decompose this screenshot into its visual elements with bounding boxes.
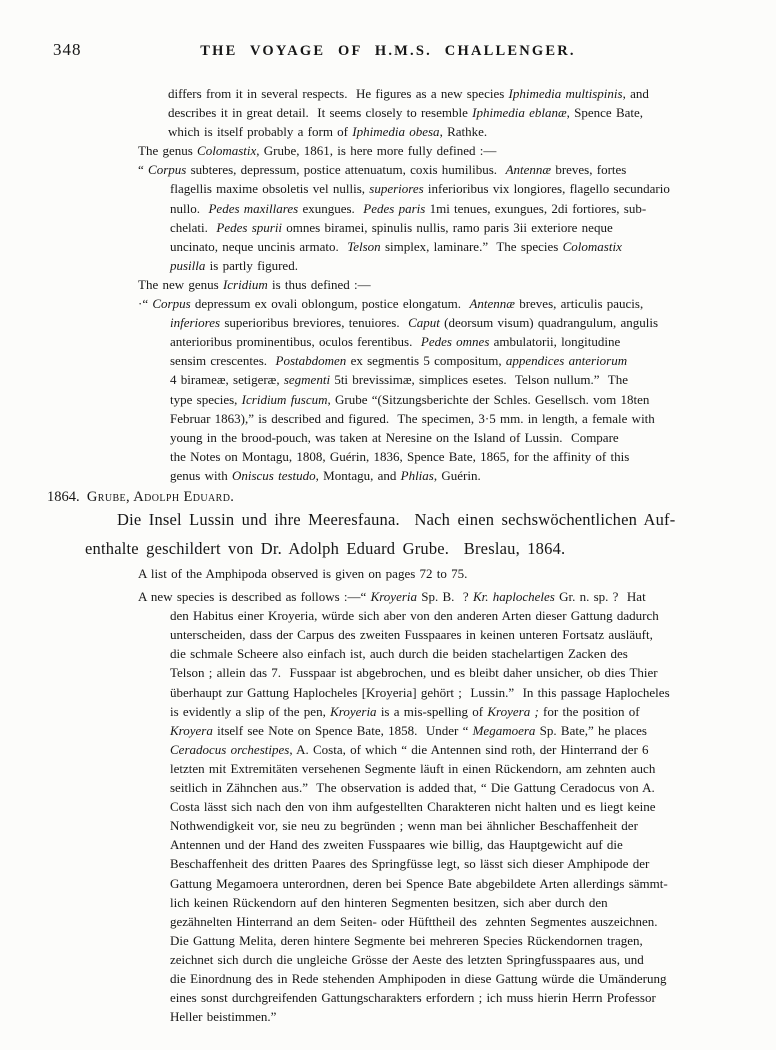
text-line [170, 370, 776, 389]
text-segment: den Habitus einer Kroyeria, würde sich aber von den anderen Arten dieser Gattung dadurch [170, 608, 659, 624]
text-segment: is evidently a slip of the pen, [170, 703, 331, 719]
text-line [170, 663, 776, 682]
text-line [138, 587, 776, 606]
page-number: 348 [53, 40, 82, 59]
text-segment: depressum ex ovali oblongum, postice elongatum. [190, 296, 470, 312]
entry-author: Grube, Adolph Eduard. [86, 489, 235, 505]
text-segment: , Grube “(Sitzungsberichte der Schles. Gesellsch. vom 18ten [327, 391, 650, 407]
text-segment: superioribus breviores, tenuiores. [220, 315, 409, 331]
text-segment: lich keinen Rückendorn auf den hinteren Segmenten besitzen, sich aber durch den [170, 894, 608, 910]
taxon-name-italic: Kr. haplocheles [472, 589, 555, 605]
text-segment: itself see Note on Spence Bate, 1858. Under “ [212, 722, 473, 738]
text-segment: genus with [170, 467, 232, 483]
text-line [170, 702, 776, 721]
text-segment: sensim crescentes. [170, 353, 276, 369]
taxon-name-italic: Oniscus testudo [231, 467, 316, 483]
text-segment: Die Insel Lussin und ihre Meeresfauna. Nach einen sechswöchentlichen Auf- [117, 510, 676, 529]
text-line [138, 564, 776, 583]
taxon-name-italic: Caput [408, 315, 440, 331]
text-line [170, 199, 776, 218]
amphipoda-list-note [0, 564, 776, 583]
text-segment: A list of the Amphipoda observed is given on pages 72 to 75. [138, 566, 468, 581]
text-segment: Beschaffenheit des dritten Paares des Springfüsse legt, so lässt sich dieser Amphipode der [170, 856, 650, 872]
book-title [0, 506, 776, 563]
text-segment: enthalte geschildert von Dr. Adolph Eduard Grube. Breslau, 1864. [85, 538, 566, 558]
text-line [168, 84, 776, 103]
taxon-name-italic: appendices anteriorum [505, 353, 628, 369]
text-segment: Februar 1863),” is described and figured. The specimen, 3·5 mm. in length, a female with [170, 410, 655, 426]
text-segment: exungues. [298, 200, 364, 216]
text-line [170, 912, 776, 931]
taxon-name-italic: Kroyeria [330, 703, 377, 719]
text-segment: flagellis maxime obsoletis vel nullis, [170, 181, 370, 197]
text-line [138, 294, 776, 313]
text-line [85, 535, 776, 564]
text-line [170, 606, 776, 625]
taxon-name-italic: Pedes maxillares [208, 200, 299, 216]
taxon-name-italic: superiores [369, 181, 424, 197]
text-segment: seitlich in Zähnchen aus.” The observation is added that, “ Die Gattung Ceradocus von A. [170, 780, 655, 796]
text-line [170, 332, 776, 351]
text-line [170, 644, 776, 663]
taxon-name-italic: pusilla [170, 257, 206, 273]
text-segment: describes it in great detail. It seems closely to resemble [168, 105, 473, 121]
text-segment: Die Gattung Melita, deren hintere Segmente bei mehreren Species Rückendornen tragen, [170, 932, 643, 948]
icridium-definition-quote [0, 294, 776, 485]
text-segment: Gattung Megamoera unterordnen, deren bei Spence Bate abgebildete Arten allerdings sämmt- [170, 875, 668, 891]
text-segment: Telson ; allein das 7. Fusspaar ist abgebrochen, und es bleibt daher unsicher, ob dies Thier [170, 665, 658, 681]
text-segment: , and [622, 86, 649, 101]
text-line [170, 816, 776, 835]
genus-colomastix-lead-line [0, 141, 776, 160]
text-line [170, 390, 776, 409]
text-line [170, 351, 776, 370]
text-line [170, 778, 776, 797]
taxon-name-italic: Kroyera [170, 722, 213, 738]
text-segment: The genus [138, 143, 198, 159]
text-segment: ambulatorii, longitudine [489, 334, 621, 350]
text-segment: Sp. B. ? [417, 589, 473, 605]
running-head-title: THE VOYAGE OF H.M.S. CHALLENGER. [200, 43, 576, 59]
text-line [170, 950, 776, 969]
text-line [170, 218, 776, 237]
taxon-name-italic: Kroyera ; [487, 703, 539, 719]
taxon-name-italic: inferiores [170, 315, 221, 331]
text-segment: which is itself probably a form of [168, 124, 353, 140]
text-segment: inferioribus vix longiores, flagello secundario [423, 181, 670, 197]
text-segment: 5ti brevissimæ, simplices esetes. Telson nullum.” The [330, 372, 628, 388]
taxon-name-italic: Phlias [400, 467, 434, 483]
taxon-name-italic: Pedes paris [363, 200, 426, 216]
text-line [170, 313, 776, 332]
text-line [170, 969, 776, 988]
text-segment: for the position of [538, 703, 640, 719]
text-segment: young in the brood-pouch, was taken at Neresine on the Island of Lussin. Compare [170, 429, 619, 445]
text-segment: is a mis-spelling of [376, 703, 488, 719]
taxon-name-italic: Ceradocus orchestipes [170, 741, 290, 757]
text-line [117, 506, 776, 535]
taxon-name-italic: Colomastix [197, 143, 257, 159]
text-segment: (deorsum visum) quadrangulum, angulis [439, 315, 659, 331]
text-line [170, 237, 776, 256]
taxon-name-italic: Corpus [148, 162, 187, 178]
taxon-name-italic: Icridium fuscum [241, 391, 328, 407]
text-segment: Nothwendigkeit vor, sie neu zu begründen ; wenn man bei ähnlicher Beschaffenheit der [170, 818, 638, 834]
text-segment: zeichnet sich durch die ungleiche Grösse der Aeste des letzten Springfusspaares aus, und [170, 951, 644, 967]
text-segment: Gr. n. sp. ? Hat [554, 589, 646, 605]
text-segment: letzten mit Extremitäten versehenen Segmente läuft in einen Rückendorn, am zehnten auch [170, 760, 656, 776]
paragraph-continuation [0, 84, 776, 141]
text-segment: , Montagu, and [315, 467, 401, 483]
text-line [170, 447, 776, 466]
text-segment: breves, fortes [551, 162, 627, 178]
text-line [170, 797, 776, 816]
taxon-name-italic: Antennæ [469, 296, 515, 312]
text-segment: , Grube, 1861, is here more fully defined :— [256, 143, 497, 159]
text-segment: Antennen und der Hand des zweiten Fusspaares wie billig, das Hauptgewicht auf die [170, 837, 623, 853]
text-segment: , A. Costa, of which “ die Antennen sind roth, der Hinterrand der 6 [289, 741, 649, 757]
text-line [170, 428, 776, 447]
text-segment: Sp. Bate,” he places [535, 722, 647, 738]
text-line [170, 466, 776, 485]
text-line [138, 160, 776, 179]
text-segment: breves, articulis paucis, [514, 296, 644, 312]
text-segment: uncinato, neque uncinis armato. [170, 238, 348, 254]
text-line [170, 179, 776, 198]
text-line [170, 854, 776, 873]
text-segment: ·“ [138, 296, 153, 312]
taxon-name-italic: Corpus [152, 296, 191, 312]
text-segment: ex segmentis 5 compositum, [346, 353, 506, 369]
section-book-title [0, 506, 776, 563]
taxon-name-italic: Icridium [222, 276, 268, 292]
taxon-name-italic: Iphimedia multispinis [508, 86, 623, 101]
text-segment: simplex, laminare.” The species [380, 238, 563, 254]
taxon-name-italic: Megamoera [472, 722, 536, 738]
text-segment: The new genus [138, 276, 223, 292]
taxon-name-italic: Pedes omnes [420, 334, 490, 350]
taxon-name-italic: Colomastix [562, 238, 622, 254]
section-grube-notes [0, 564, 776, 1026]
text-segment: überhaupt zur Gattung Haplocheles [Kroyeria] gehört ; Lussin.” In this passage Haplocheles [170, 684, 670, 700]
text-line [170, 835, 776, 854]
taxon-name-italic: Postabdomen [275, 353, 347, 369]
text-line [170, 740, 776, 759]
text-segment: A new species is described as follows :—“ [138, 589, 371, 605]
text-line [170, 893, 776, 912]
taxon-name-italic: Iphimedia eblanæ [472, 105, 567, 121]
text-segment: type species, [170, 391, 242, 407]
text-segment: differs from it in several respects. He figures as a new species [168, 86, 509, 101]
text-line [168, 122, 776, 141]
new-species-description [0, 587, 776, 1026]
text-segment: die Einordnung des in Rede stehenden Amphipoden in diese Gattung würde die Umänderung [170, 970, 667, 986]
text-segment: omnes biramei, spinulis nullis, ramo paris 3ii exteriore neque [282, 219, 613, 235]
taxon-name-italic: Pedes spurii [216, 219, 283, 235]
text-line [170, 409, 776, 428]
section-colomastix-icridium [0, 84, 776, 485]
text-segment: anterioribus prominentibus, oculos ferentibus. [170, 334, 421, 350]
genus-icridium-lead-line [0, 275, 776, 294]
taxon-name-italic: segmenti [283, 372, 331, 388]
taxon-name-italic: Kroyeria [370, 589, 418, 605]
text-segment: chelati. [170, 219, 217, 235]
text-line [168, 103, 776, 122]
text-line [170, 874, 776, 893]
text-segment: “ [138, 162, 149, 178]
text-line [170, 931, 776, 950]
text-segment: Costa lässt sich nach den von ihm aufgestellten Charakteren nicht halten und es liegt keine [170, 799, 656, 815]
text-line [138, 275, 776, 294]
taxon-name-italic: Antennæ [505, 162, 552, 178]
taxon-name-italic: Telson [347, 238, 381, 254]
text-segment: is thus defined :— [267, 276, 371, 292]
text-segment: 4 birameæ, setigeræ, [170, 372, 284, 388]
text-segment: the Notes on Montagu, 1808, Guérin, 1836, Spence Bate, 1865, for the affinity of this [170, 448, 630, 464]
text-segment: Heller beistimmen.” [170, 1009, 277, 1025]
entry-year: 1864. [47, 489, 80, 505]
text-segment: gezähnelten Hinterrand an dem Seiten- oder Hüfttheil des zehnten Segmentes auszeichnen. [170, 913, 658, 929]
text-segment: , Spence Bate, [566, 105, 644, 121]
text-segment: subteres, depressum, postice attenuatum, coxis humilibus. [186, 162, 506, 178]
text-line [170, 683, 776, 702]
text-line [170, 721, 776, 740]
taxon-name-italic: Iphimedia obesa [352, 124, 440, 140]
text-line [170, 625, 776, 644]
text-line [170, 988, 776, 1007]
text-line [170, 256, 776, 275]
colomastix-definition-quote [0, 160, 776, 275]
text-segment: die schmale Scheere also einfach ist, auch durch die beiden stachelartigen Zacken des [170, 646, 628, 662]
text-line [170, 759, 776, 778]
text-segment: eines sonst durchgreifenden Gattungscharakters erfordern ; ich muss hierin Herrn Professor [170, 990, 656, 1006]
text-line [138, 141, 776, 160]
text-segment: , Guérin. [433, 467, 481, 483]
text-segment: 1mi tenues, exungues, 2di fortiores, sub- [425, 200, 647, 216]
text-segment: unterscheiden, dass der Carpus des zweiten Fusspaares in keinen unteren Fortsatz ausläuft, [170, 627, 653, 643]
text-segment: nullo. [170, 200, 209, 216]
text-line [170, 1007, 776, 1026]
text-segment: is partly figured. [205, 257, 298, 273]
section-entry-heading [0, 487, 776, 507]
bibliography-entry-heading [47, 487, 776, 507]
text-segment: , Rathke. [439, 124, 488, 140]
